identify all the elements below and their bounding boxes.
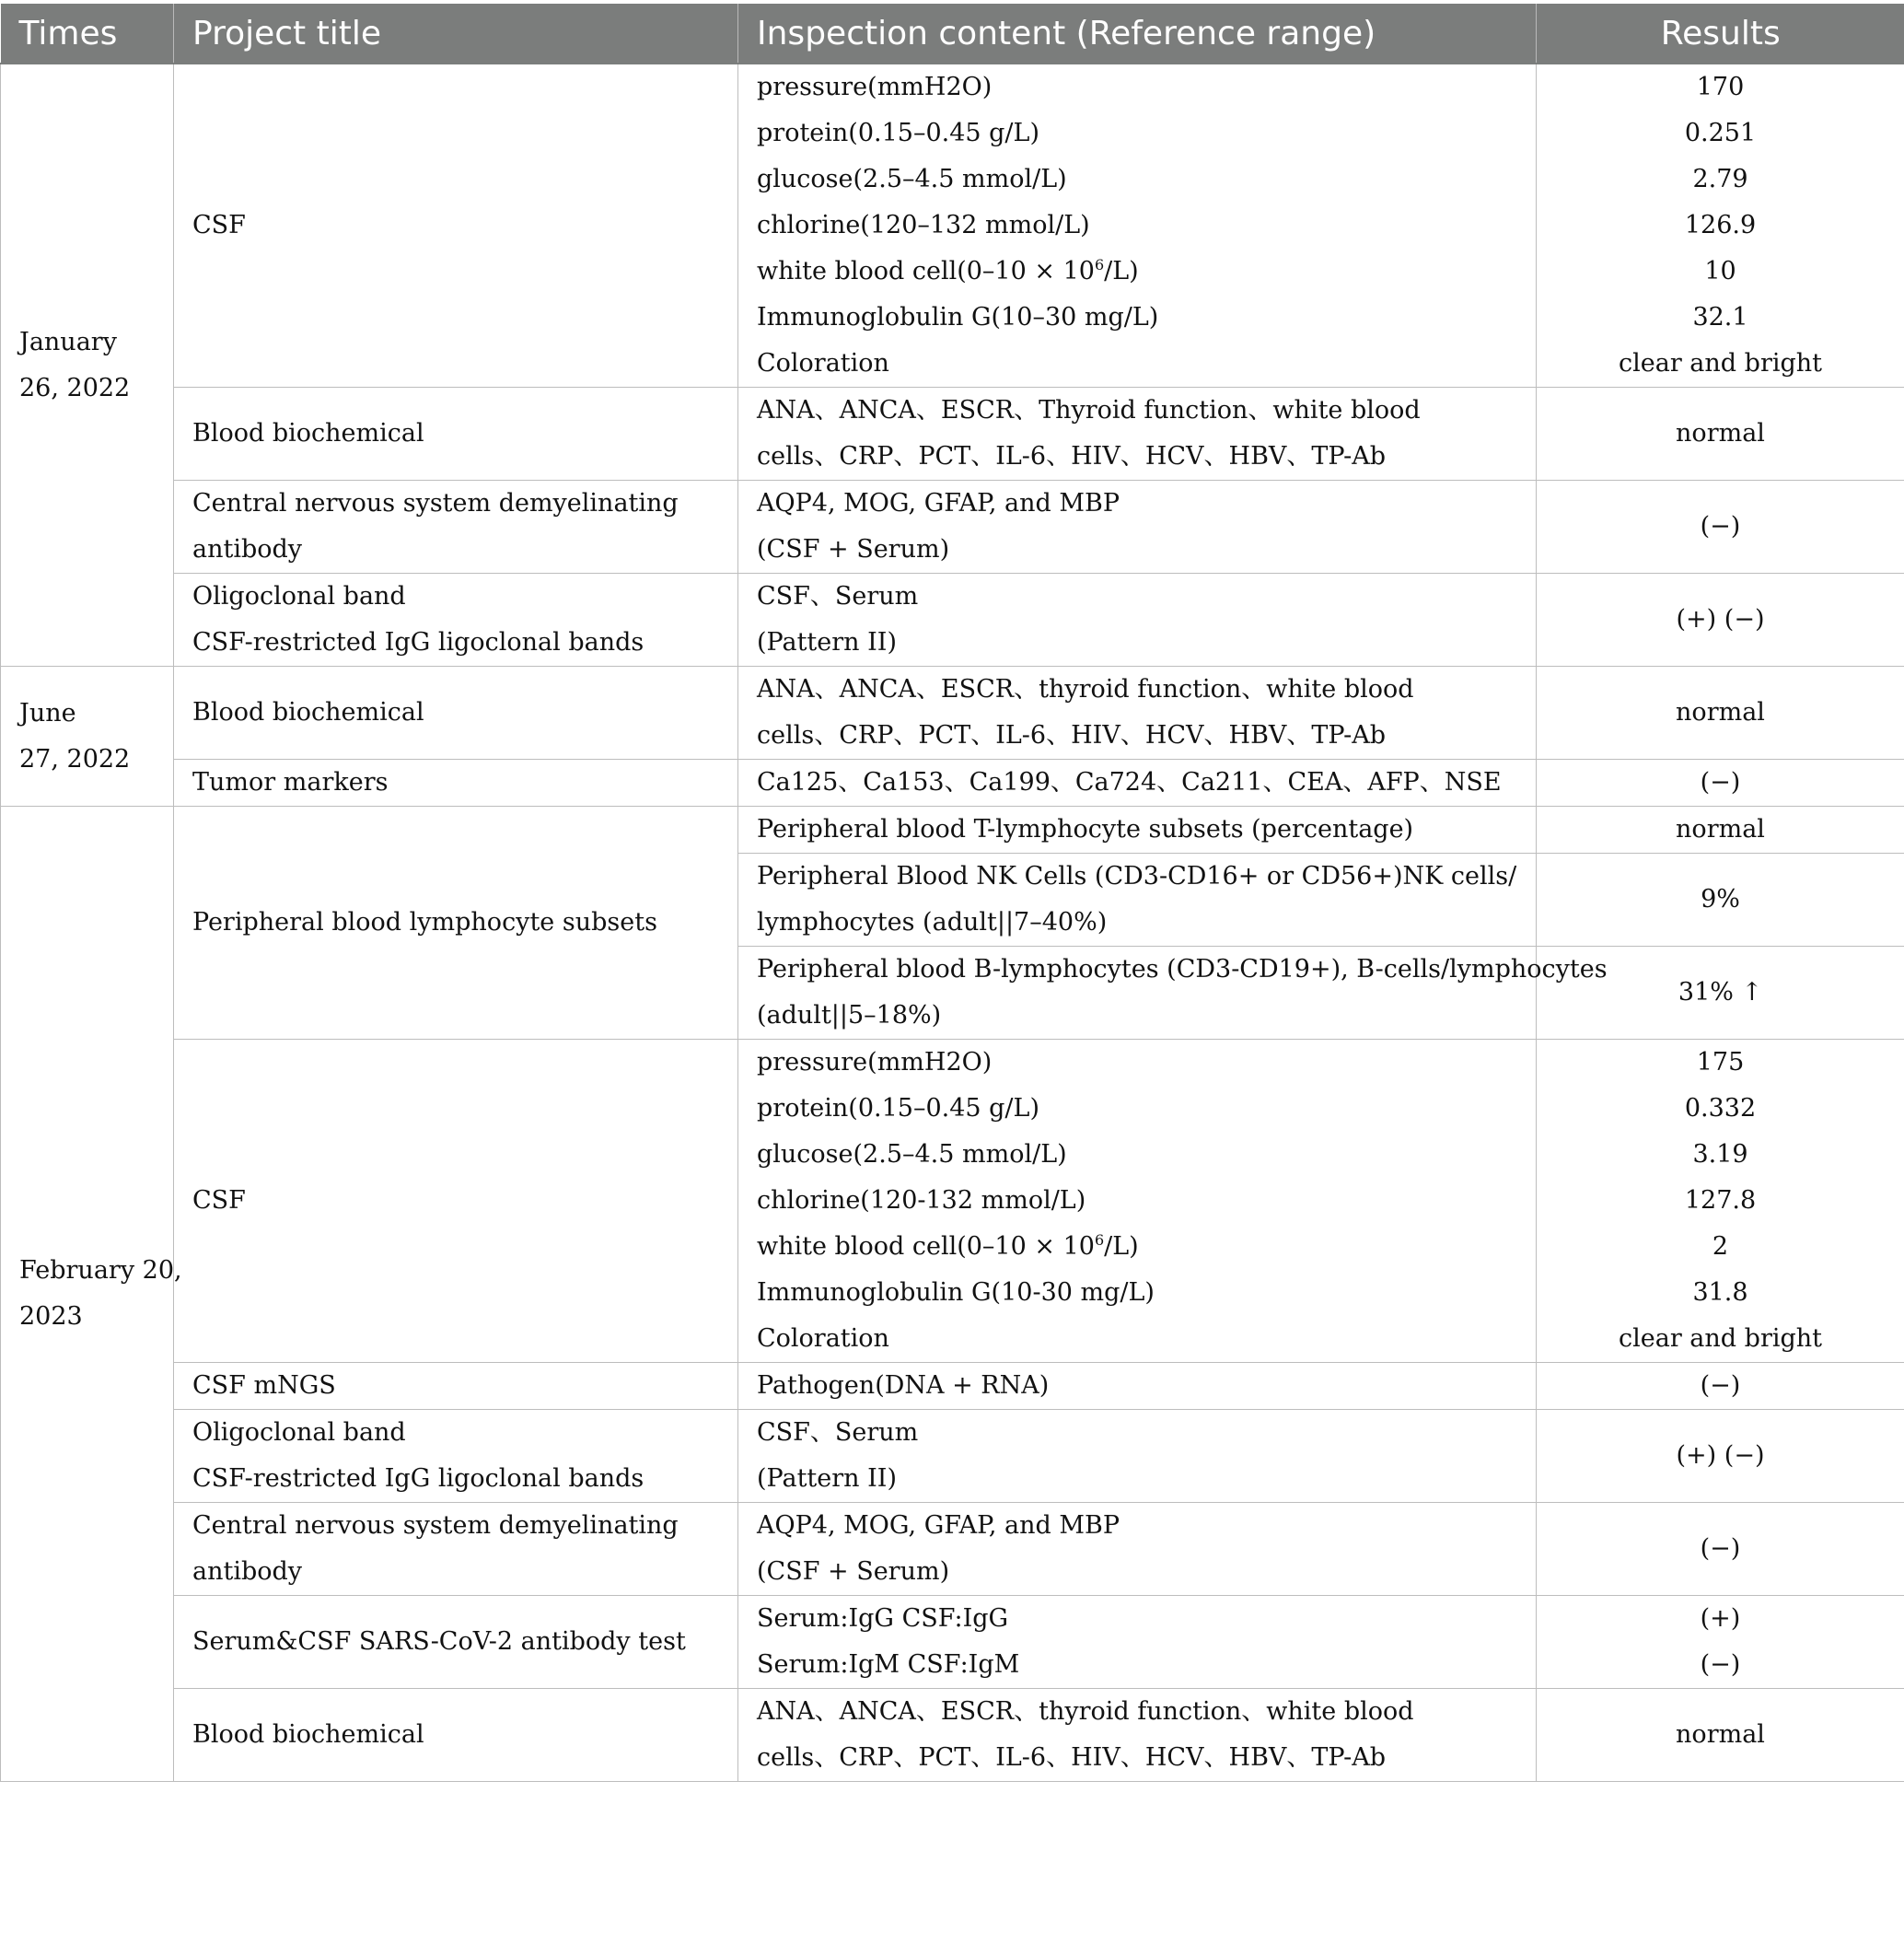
content-cell: pressure(mmH2O) protein(0.15–0.45 g/L) glucose(2.5–4.5 mmol/L) chlorine(120-132 mmol/L) white blood cell(0–10 × $10^6/L$) Immunoglobulin G(10-30 mg/L) Coloration: [738, 1040, 1537, 1363]
date-line: 2023: [19, 1302, 83, 1331]
content-cell: pressure(mmH2O) protein(0.15–0.45 g/L) glucose(2.5–4.5 mmol/L) chlorine(120–132 mmol/L) white blood cell(0–10 × $10^6/L$) Immunoglobulin G(10–30 mg/L) Coloration: [738, 64, 1537, 388]
content-cell: ANA、ANCA、ESCR、Thyroid function、white blood cells、CRP、PCT、IL-6、HIV、HCV、HBV、TP-Ab: [738, 388, 1537, 481]
result-cell: normal: [1537, 1689, 1904, 1782]
result-cell: normal: [1537, 807, 1904, 854]
result-cell: 31% ↑: [1537, 947, 1904, 1040]
content-cell: ANA、ANCA、ESCR、thyroid function、white blood cells、CRP、PCT、IL-6、HIV、HCV、HBV、TP-Ab: [738, 1689, 1537, 1782]
table-row: [1, 1040, 1904, 1363]
result-cell: (+) (−): [1537, 574, 1904, 667]
content-cell: Ca125、Ca153、Ca199、Ca724、Ca211、CEA、AFP、NSE: [738, 760, 1537, 807]
project-title-cell: Blood biochemical: [174, 667, 738, 760]
result-cell: 175 0.332 3.19 127.8 2 31.8 clear and bright: [1537, 1040, 1904, 1363]
header-inspection-content: Inspection content (Reference range): [738, 4, 1537, 64]
project-title-cell: CSF: [174, 1040, 738, 1363]
header-row: [1, 4, 1904, 64]
table-row: [1, 1596, 1904, 1689]
result-cell: (+) (−): [1537, 1596, 1904, 1689]
project-title-cell: Central nervous system demyelinating antibody: [174, 1503, 738, 1596]
table-row: [1, 388, 1904, 481]
project-title-cell: Serum&CSF SARS-CoV-2 antibody test: [174, 1596, 738, 1689]
content-cell: Peripheral blood T-lymphocyte subsets (percentage): [738, 807, 1537, 854]
result-cell: (−): [1537, 1363, 1904, 1410]
table-row: [1, 481, 1904, 574]
project-title-cell: CSF: [174, 64, 738, 388]
result-cell: (−): [1537, 481, 1904, 574]
content-cell: AQP4, MOG, GFAP, and MBP (CSF + Serum): [738, 481, 1537, 574]
result-cell: normal: [1537, 388, 1904, 481]
date-line: 27, 2022: [19, 744, 131, 774]
project-title-cell: CSF mNGS: [174, 1363, 738, 1410]
project-title-cell: Central nervous system demyelinating antibody: [174, 481, 738, 574]
date-line: 26, 2022: [19, 373, 131, 402]
header-times: Times: [1, 4, 174, 64]
content-cell: AQP4, MOG, GFAP, and MBP (CSF + Serum): [738, 1503, 1537, 1596]
table-row: [1, 1503, 1904, 1596]
result-cell: (−): [1537, 760, 1904, 807]
content-cell: CSF、Serum (Pattern II): [738, 1410, 1537, 1503]
content-cell: ANA、ANCA、ESCR、thyroid function、white blood cells、CRP、PCT、IL-6、HIV、HCV、HBV、TP-Ab: [738, 667, 1537, 760]
project-title-cell: Oligoclonal band CSF-restricted IgG ligoclonal bands: [174, 1410, 738, 1503]
header-project-title: Project title: [174, 4, 738, 64]
date-line: February 20,: [19, 1256, 182, 1285]
table-row: [1, 667, 1904, 760]
content-cell: Serum:IgG CSF:IgG Serum:IgM CSF:IgM: [738, 1596, 1537, 1689]
project-title-cell: Oligoclonal band CSF-restricted IgG ligoclonal bands: [174, 574, 738, 667]
result-cell: 9%: [1537, 854, 1904, 947]
project-title-cell: Blood biochemical: [174, 388, 738, 481]
content-cell: CSF、Serum (Pattern II): [738, 574, 1537, 667]
project-title-cell: Blood biochemical: [174, 1689, 738, 1782]
table-row: [1, 760, 1904, 807]
table-row: [1, 574, 1904, 667]
table-row: [1, 1410, 1904, 1503]
result-cell: normal: [1537, 667, 1904, 760]
date-cell: [1, 667, 174, 807]
table-row: [1, 64, 1904, 388]
table-row: [1, 1689, 1904, 1782]
table-row: [1, 1363, 1904, 1410]
result-cell: 170 0.251 2.79 126.9 10 32.1 clear and bright: [1537, 64, 1904, 388]
content-cell: Pathogen(DNA + RNA): [738, 1363, 1537, 1410]
content-cell: Peripheral blood B-lymphocytes (CD3-CD19+), B-cells/lymphocytes (adult||5–18%): [738, 947, 1537, 1040]
result-cell: (−): [1537, 1503, 1904, 1596]
content-cell: Peripheral Blood NK Cells (CD3-CD16+ or CD56+)NK cells/ lymphocytes (adult||7–40%): [738, 854, 1537, 947]
project-title-cell: Tumor markers: [174, 760, 738, 807]
results-table: [0, 4, 1904, 1782]
header-results: Results: [1537, 4, 1904, 64]
date-cell: [1, 64, 174, 667]
date-line: January: [19, 327, 117, 356]
project-title-cell: Peripheral blood lymphocyte subsets: [174, 807, 738, 1040]
date-cell: [1, 807, 182, 1782]
result-cell: (+) (−): [1537, 1410, 1904, 1503]
date-line: June: [19, 698, 76, 728]
table-row: [1, 807, 1904, 854]
